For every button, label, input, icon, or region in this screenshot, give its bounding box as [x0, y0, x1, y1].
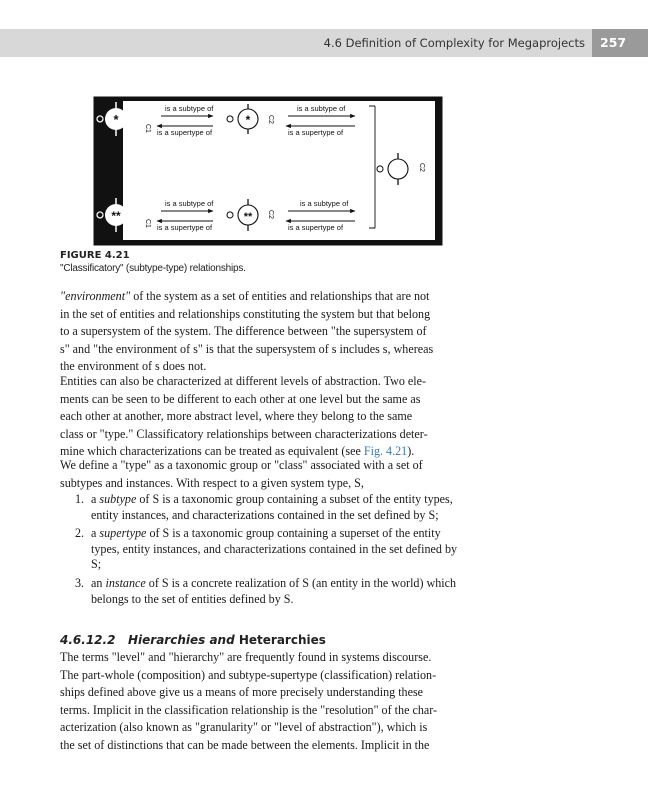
list-item-text: a [91, 526, 100, 541]
type-node-c-label: C2 [418, 163, 425, 172]
text-line: ments can be seen to be different to each other at one level but the same as [60, 391, 421, 406]
list-item-number: 3. [75, 575, 85, 590]
row2-subtype-glyph: ** [243, 211, 253, 223]
list-item-text: of S is a taxonomic group containing a superset of the entity types, entity instances, and characterizations contained in the set defined by S; [91, 526, 458, 572]
text-line: acterization (also known as "granularity" or "level of abstraction"), which is [60, 720, 428, 734]
list-item-text: of S is a concrete realization of S (an entity in the world) which belongs to the set of entities defined by S. [91, 575, 457, 606]
row2-right-c-label: C2 [267, 210, 274, 219]
text-line: We define a "type" as a taxonomic group or "class" associated with a set of [60, 458, 423, 472]
row2-instance-glyph: ** [111, 209, 121, 223]
text-line: class or "type." Classificatory relationships between characterizations deter- [60, 426, 428, 441]
row2-subtype-label-1: is a subtype of [165, 199, 214, 208]
text-line: the set of distinctions that can be made between the elements. Implicit in the [60, 737, 430, 752]
text-line: of the system as a set of entities and relationships that are not [130, 289, 430, 303]
row1-subtype-label-2: is a subtype of [297, 104, 346, 113]
row1-right-c-label: C2 [267, 115, 274, 124]
list-item [60, 526, 463, 573]
paragraph-type-definition [60, 457, 463, 492]
text-line: ships defined above give us a means of more precisely understanding these [60, 685, 424, 699]
text-line: Entities can also be characterized at different levels of abstraction. Two ele- [60, 374, 427, 388]
term-environment: "environment" [60, 289, 131, 303]
classificatory-diagram [93, 96, 443, 246]
text-line: to a supersystem of the system. The difference between "the supersystem of [60, 324, 427, 338]
row2-subtype-label-2: is a subtype of [300, 199, 349, 208]
text-line: The part-whole (composition) and subtype-supertype (classification) relation- [60, 667, 437, 682]
row1-left-c-label: C1 [144, 124, 151, 133]
text-line: ). [407, 444, 415, 458]
list-item-text: a [91, 492, 100, 506]
page-number: 257 [600, 35, 627, 50]
text-line: each other at another, more abstract level, where they belong to the same [60, 409, 413, 423]
section-title-plain: Heterarchies [238, 633, 326, 647]
list-item-number: 1. [75, 492, 85, 506]
definition-list [60, 492, 463, 610]
section-heading [60, 633, 326, 647]
paragraph-hierarchy [60, 649, 463, 754]
row1-supertype-label-1: is a supertype of [157, 128, 213, 137]
list-item-text: of S is a taxonomic group containing a subset of the entity types, entity instances, and characterizations contained in the set defined by S; [91, 492, 453, 522]
paragraph-abstraction [60, 373, 463, 461]
paragraph-environment [60, 288, 463, 376]
list-item [60, 576, 463, 607]
list-item-number: 2. [75, 526, 85, 541]
figure-reference-link[interactable]: Fig. 4.21 [363, 444, 408, 458]
row2-left-c-label: C1 [144, 219, 151, 228]
list-item-term: supertype [99, 526, 147, 541]
row2-supertype-label-2: is a supertype of [288, 223, 344, 232]
text-line: terms. Implicit in the classification relationship is the "resolution" of the char- [60, 702, 438, 717]
row2-supertype-label-1: is a supertype of [157, 223, 213, 232]
row1-instance-glyph: * [113, 112, 119, 127]
running-title: 4.6 Definition of Complexity for Megaprojects [323, 36, 585, 50]
list-item-term: subtype [99, 492, 137, 506]
section-title-italic: Hierarchies and [127, 633, 235, 647]
list-item [60, 492, 463, 523]
figure-label: FIGURE 4.21 [60, 250, 130, 261]
row1-subtype-label-1: is a subtype of [165, 104, 214, 113]
list-item-term: instance [105, 575, 146, 590]
text-line: s" and "the environment of s" is that the supersystem of s includes s, whereas [60, 341, 434, 356]
list-item-text: an [91, 575, 106, 590]
row1-subtype-glyph: * [245, 113, 251, 127]
figure-caption: "Classificatory" (subtype-type) relationships. [60, 263, 246, 274]
text-line: The terms "level" and "hierarchy" are frequently found in systems discourse. [60, 650, 432, 664]
text-line: mine which characterizations can be treated as equivalent (see [60, 444, 364, 458]
text-line: in the set of entities and relationships constituting the system but that belong [60, 306, 431, 321]
text-line: subtypes and instances. With respect to a given system type, S, [60, 475, 364, 490]
row1-supertype-label-2: is a supertype of [288, 128, 344, 137]
text-line: the environment of s does not. [60, 359, 207, 373]
section-number: 4.6.12.2 [60, 633, 116, 647]
